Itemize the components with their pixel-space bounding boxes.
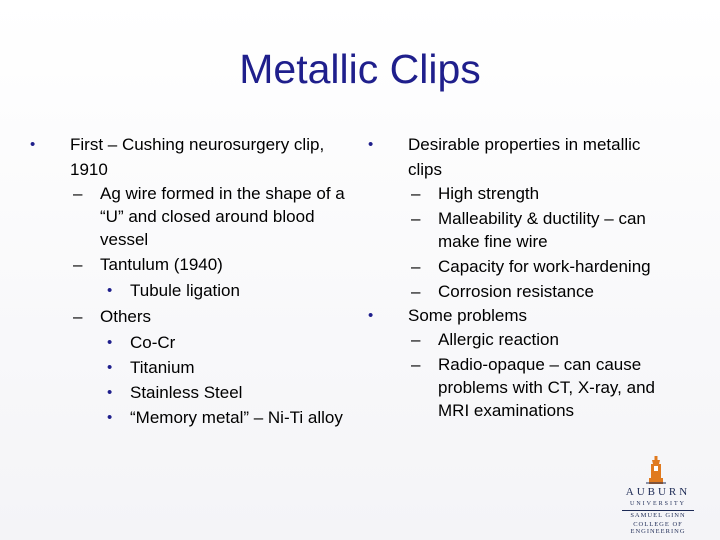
sub-text: Malleability & ductility – can make fine wire — [438, 209, 646, 251]
bullet-text: Some problems — [408, 306, 528, 325]
bullet-text: Desirable properties in metallic clips — [408, 135, 641, 179]
sub-text: Capacity for work-hardening — [438, 257, 651, 276]
sub-text: High strength — [438, 184, 540, 203]
sub-text: Radio-opaque – can cause problems with CT, X-ray, and MRI examinations — [438, 355, 655, 420]
sub-item — [30, 305, 360, 328]
bullet-item — [368, 303, 678, 328]
logo-college-line1: SAMUEL GINN — [630, 512, 686, 519]
sub-item — [368, 328, 678, 351]
sub-sub-item — [30, 380, 360, 405]
sub-sub-item — [30, 330, 360, 355]
dash-marker: – — [411, 282, 421, 301]
left-column — [30, 132, 360, 430]
bullet-item — [368, 132, 678, 182]
dash-marker: – — [411, 209, 421, 228]
bullet-item — [30, 132, 360, 182]
bullet-marker: • — [368, 136, 374, 153]
logo-sub: UNIVERSITY — [630, 501, 686, 507]
sub-text: Tantulum (1940) — [100, 255, 223, 274]
dash-marker: – — [73, 307, 83, 326]
auburn-logo — [608, 452, 708, 535]
bullet-marker: • — [107, 282, 113, 299]
bullet-marker: • — [368, 307, 374, 324]
bullet-text: First – Cushing neurosurgery clip, 1910 — [70, 135, 325, 179]
sub-item — [368, 280, 678, 303]
sub-sub-text: Titanium — [130, 358, 195, 377]
bullet-marker: • — [107, 409, 113, 426]
sub-item — [30, 182, 360, 251]
dash-marker: – — [411, 184, 421, 203]
sub-sub-item — [30, 355, 360, 380]
sub-item — [368, 182, 678, 205]
dash-marker: – — [411, 355, 421, 374]
sub-sub-item — [30, 405, 360, 430]
logo-divider — [622, 510, 694, 511]
sub-sub-text: Co-Cr — [130, 333, 176, 352]
bullet-marker: • — [30, 136, 36, 153]
sub-sub-text: Stainless Steel — [130, 383, 243, 402]
dash-marker: – — [411, 257, 421, 276]
logo-college-line2: COLLEGE OF ENGINEERING — [630, 521, 686, 535]
bullet-marker: • — [107, 334, 113, 351]
slide-title: Metallic Clips — [239, 46, 481, 92]
sub-sub-item — [30, 278, 360, 303]
sub-text: Ag wire formed in the shape of a “U” and closed around blood vessel — [100, 184, 345, 249]
logo-name: AUBURN — [625, 486, 691, 498]
dash-marker: – — [73, 184, 83, 203]
tower-icon — [646, 456, 666, 484]
bullet-marker: • — [107, 359, 113, 376]
sub-item — [368, 353, 678, 422]
sub-item — [368, 207, 678, 253]
sub-sub-text: Tubule ligation — [130, 281, 240, 300]
dash-marker: – — [73, 255, 83, 274]
sub-item — [30, 253, 360, 276]
sub-text: Others — [100, 307, 152, 326]
sub-item — [368, 255, 678, 278]
right-column — [368, 132, 678, 422]
sub-text: Allergic reaction — [438, 330, 559, 349]
sub-text: Corrosion resistance — [438, 282, 594, 301]
dash-marker: – — [411, 330, 421, 349]
bullet-marker: • — [107, 384, 113, 401]
sub-sub-text: “Memory metal” – Ni-Ti alloy — [130, 408, 343, 427]
